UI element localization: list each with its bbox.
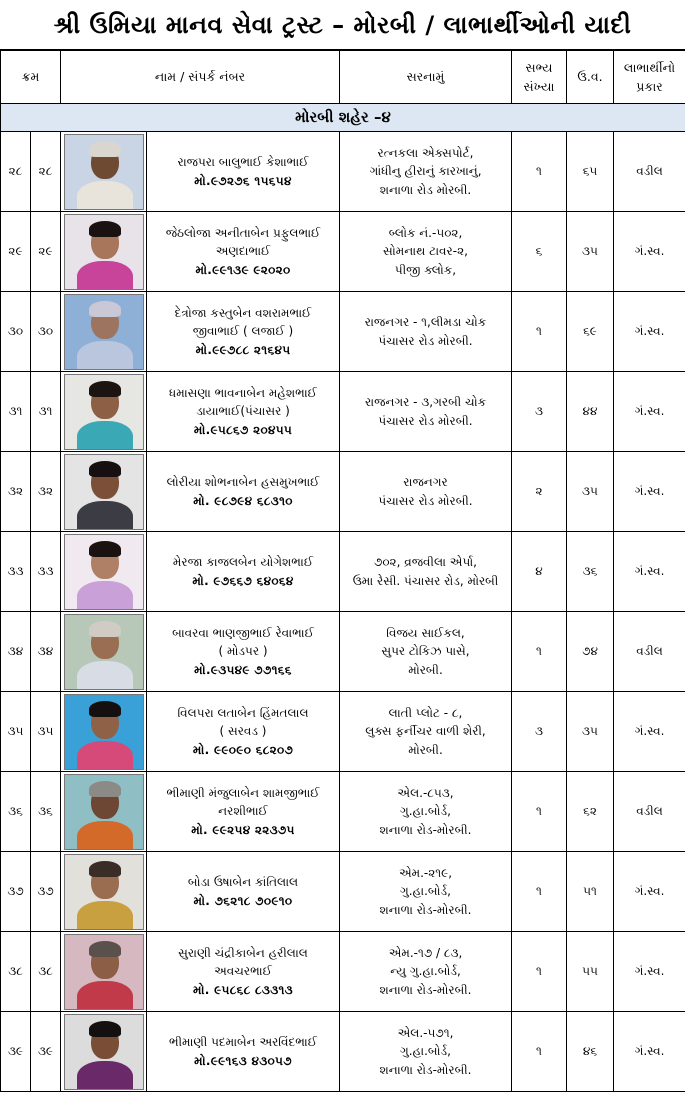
member-count	[512, 532, 567, 612]
header-address: સરનામું	[340, 51, 512, 104]
address-line: બ્લોક નં.-૫૦૨,	[388, 225, 463, 240]
beneficiary-name-line: અવચરભાઈ	[214, 964, 272, 979]
table-row	[1, 532, 685, 612]
beneficiary-type	[614, 1012, 685, 1092]
table-row	[1, 292, 685, 372]
address-line: પીજી ક્લોક,	[394, 262, 457, 277]
age-value: ૩૫	[582, 244, 598, 259]
address-line: લુક્સ ફર્નીચર વાળી શેરી,	[365, 724, 486, 739]
beneficiary-name-line: ( મોડપર )	[218, 644, 268, 659]
photo-cell	[61, 932, 147, 1012]
serial-number	[1, 372, 31, 452]
phone-number: મો. ૯૫૮૬૮ ૮૩૩૧૩	[193, 982, 293, 997]
serial-number	[1, 132, 31, 212]
photo-hair	[89, 221, 121, 237]
name-contact-cell	[147, 132, 340, 212]
age-value: ૩૫	[582, 484, 598, 499]
serial-number	[1, 532, 31, 612]
address-line: ન્યુ ગુ.હા.બોર્ડ,	[390, 964, 461, 979]
age	[567, 612, 614, 692]
photo-hair	[89, 781, 121, 797]
members-value: ૧	[536, 324, 542, 339]
address-line: લાતી પ્લોટ - ૮,	[388, 705, 463, 720]
no2-value: ૩૨	[37, 484, 54, 499]
no2-value: ૩૦	[37, 324, 54, 339]
beneficiary-type	[614, 692, 685, 772]
members-value: ૧	[536, 964, 542, 979]
beneficiary-table	[0, 50, 685, 1092]
beneficiary-name-line: ભીમાણી મંજુલાબેન શામજીભાઈ	[166, 785, 320, 800]
member-count	[512, 132, 567, 212]
phone-number: મો. ૯૯૦૯૦ ૬૮૨૦૭	[192, 742, 294, 757]
age-value: ૫૫	[582, 964, 598, 979]
age-value: ૬૨	[583, 804, 597, 819]
table-row	[1, 132, 685, 212]
beneficiary-type	[614, 372, 685, 452]
address-cell	[340, 532, 512, 612]
type-value: ગં.સ્વ.	[634, 244, 665, 259]
photo-hair	[89, 301, 121, 317]
address-line: સુપર ટોકિઝ પાસે,	[381, 644, 470, 659]
table-row	[1, 372, 685, 452]
photo-clothing	[77, 901, 133, 930]
members-value: ૩	[535, 404, 543, 419]
table-row	[1, 772, 685, 852]
members-value: ૨	[535, 484, 543, 499]
type-value: ગં.સ્વ.	[634, 724, 665, 739]
no1-value: ૩૯	[7, 1044, 24, 1059]
type-value: વડીલ	[636, 804, 663, 819]
serial-number-secondary	[31, 612, 61, 692]
address-line: ગુ.હા.બોર્ડ,	[400, 804, 451, 819]
table-row	[1, 612, 685, 692]
address-cell	[340, 772, 512, 852]
beneficiary-name-line: અણદાભાઈ	[215, 244, 271, 259]
beneficiary-photo	[64, 454, 144, 530]
address-cell	[340, 212, 512, 292]
address-line: એમ.-૨૧૯,	[398, 865, 453, 880]
no1-value: ૨૯	[8, 244, 23, 259]
member-count	[512, 852, 567, 932]
beneficiary-type	[614, 452, 685, 532]
beneficiary-photo	[64, 694, 144, 770]
address-cell	[340, 852, 512, 932]
phone-number: મો. ૯૮૭૯૪ ૬૮૩૧૦	[193, 493, 293, 508]
table-row	[1, 852, 685, 932]
name-contact-cell	[147, 452, 340, 532]
age	[567, 132, 614, 212]
age	[567, 212, 614, 292]
type-value: ગં.સ્વ.	[634, 324, 665, 339]
member-count	[512, 1012, 567, 1092]
no1-value: ૩૭	[7, 884, 24, 899]
no1-value: ૨૮	[8, 164, 23, 179]
beneficiary-name-line: જીવાભાઈ ( લજાઈ )	[192, 324, 294, 339]
serial-number-secondary	[31, 532, 61, 612]
address-line: ઉમા રેસી. પંચાસર રોડ, મોરબી	[352, 573, 499, 588]
page-title: શ્રી ઉમિયા માનવ સેવા ટ્રસ્ટ – મોરબી / લાભાર્થીઓની યાદી	[0, 0, 685, 50]
no1-value: ૩૮	[8, 964, 23, 979]
beneficiary-name-line: વિલપરા લતાબેન હિંમતલાલ	[177, 705, 309, 720]
address-line: વિજય સાઈકલ,	[386, 625, 465, 640]
no1-value: ૩૫	[7, 724, 24, 739]
no2-value: ૩૧	[38, 404, 53, 419]
address-cell	[340, 932, 512, 1012]
photo-clothing	[77, 261, 133, 290]
address-cell	[340, 292, 512, 372]
beneficiary-name-line: નરશીભાઈ	[218, 804, 268, 819]
serial-number-secondary	[31, 132, 61, 212]
phone-number: મો.૯૯૧૩૯ ૯૨૦૨૦	[195, 262, 291, 277]
age-value: ૭૪	[582, 644, 598, 659]
phone-number: મો.૯૭૨૭૬ ૧૫૬૫૪	[194, 173, 292, 188]
type-value: વડીલ	[636, 644, 663, 659]
beneficiary-name-line: ( સરવડ )	[219, 724, 267, 739]
address-line: ૭૦૨, વ્રજવીલા એર્પા,	[373, 554, 477, 569]
beneficiary-type	[614, 212, 685, 292]
beneficiary-type	[614, 532, 685, 612]
address-cell	[340, 692, 512, 772]
members-value: ૧	[536, 644, 542, 659]
beneficiary-type	[614, 932, 685, 1012]
address-line: રાજનગર - ૩,ગરબી ચોક	[364, 394, 487, 409]
address-line: એલ.-૮૫૩,	[397, 785, 454, 800]
no1-value: ૩૦	[7, 324, 24, 339]
members-value: ૬	[535, 244, 543, 259]
beneficiary-type	[614, 852, 685, 932]
table-row	[1, 1012, 685, 1092]
type-value: ગં.સ્વ.	[634, 1044, 665, 1059]
beneficiary-photo	[64, 534, 144, 610]
table-row	[1, 932, 685, 1012]
serial-number	[1, 452, 31, 532]
age-value: ૬૫	[582, 164, 598, 179]
beneficiary-name-line: ધમાસણા ભાવનાબેન મહેશભાઈ	[169, 385, 317, 400]
photo-cell	[61, 1012, 147, 1092]
type-value: ગં.સ્વ.	[634, 564, 665, 579]
address-cell	[340, 372, 512, 452]
address-line: રત્નકલા એક્સપોર્ટ,	[377, 145, 474, 160]
photo-clothing	[77, 341, 133, 370]
serial-number-secondary	[31, 852, 61, 932]
name-contact-cell	[147, 1012, 340, 1092]
address-line: પંચાસર રોડ મોરબી.	[378, 493, 473, 508]
address-line: એમ.-૧૭ / ૮૩,	[388, 945, 463, 960]
age	[567, 292, 614, 372]
address-line: ગાંધીનુ હીરાનું કારખાનું,	[369, 164, 482, 179]
photo-clothing	[77, 581, 133, 610]
age	[567, 772, 614, 852]
photo-cell	[61, 532, 147, 612]
no2-value: ૩૩	[37, 564, 54, 579]
beneficiary-type	[614, 612, 685, 692]
age-value: ૪૪	[582, 404, 598, 419]
photo-clothing	[77, 661, 133, 690]
address-line: પંચાસર રોડ મોરબી.	[378, 333, 473, 348]
photo-clothing	[77, 181, 133, 210]
name-contact-cell	[147, 692, 340, 772]
photo-hair	[89, 1021, 121, 1037]
beneficiary-name-line: ડાયાભાઈ(પંચાસર )	[196, 404, 290, 419]
type-value: વડીલ	[636, 164, 663, 179]
age	[567, 692, 614, 772]
member-count	[512, 452, 567, 532]
serial-number	[1, 932, 31, 1012]
photo-cell	[61, 772, 147, 852]
photo-clothing	[77, 421, 133, 450]
photo-cell	[61, 132, 147, 212]
photo-hair	[89, 701, 121, 717]
type-value: ગં.સ્વ.	[634, 884, 665, 899]
photo-cell	[61, 452, 147, 532]
photo-hair	[89, 941, 121, 957]
address-cell	[340, 1012, 512, 1092]
name-contact-cell	[147, 612, 340, 692]
photo-hair	[89, 541, 121, 557]
section-row	[1, 104, 685, 132]
name-contact-cell	[147, 852, 340, 932]
photo-cell	[61, 292, 147, 372]
photo-clothing	[77, 821, 133, 850]
beneficiary-name-line: જેઠલોજા અનીતાબેન પ્રફુલભાઈ	[165, 225, 321, 240]
address-cell	[340, 132, 512, 212]
photo-clothing	[77, 741, 133, 770]
members-value: ૧	[536, 164, 542, 179]
name-contact-cell	[147, 772, 340, 852]
no2-value: ૩૪	[37, 644, 54, 659]
phone-number: મો. ૯૭૬૬૭ ૬૪૦૬૪	[192, 573, 294, 588]
beneficiary-name-line: બાવરવા ભાણજીભાઈ રેવાભાઈ	[172, 625, 314, 640]
photo-hair	[89, 461, 121, 477]
serial-number-secondary	[31, 1012, 61, 1092]
beneficiary-name-line: ભીમાણી પદમાબેન અરવિંદભાઈ	[168, 1034, 318, 1049]
member-count	[512, 932, 567, 1012]
photo-hair	[89, 381, 121, 397]
serial-number-secondary	[31, 772, 61, 852]
serial-number-secondary	[31, 372, 61, 452]
member-count	[512, 292, 567, 372]
serial-number	[1, 292, 31, 372]
address-cell	[340, 612, 512, 692]
photo-hair	[89, 621, 121, 637]
member-count	[512, 372, 567, 452]
address-line: શનાળા રોડ-મોરબી.	[379, 1062, 472, 1077]
section-title: મોરબી શહેર –૪	[1, 104, 685, 132]
no1-value: ૩૩	[7, 564, 24, 579]
serial-number	[1, 692, 31, 772]
serial-number-secondary	[31, 932, 61, 1012]
type-value: ગં.સ્વ.	[634, 964, 665, 979]
address-line: મોરબી.	[408, 742, 443, 757]
address-line: ગુ.હા.બોર્ડ,	[400, 1044, 451, 1059]
beneficiary-photo	[64, 854, 144, 930]
name-contact-cell	[147, 212, 340, 292]
header-type: લાભાર્થીનો પ્રકાર	[614, 51, 685, 104]
phone-number: મો. ૯૯૨૫૪ ૨૨૩૭૫	[191, 822, 295, 837]
photo-cell	[61, 212, 147, 292]
age	[567, 372, 614, 452]
phone-number: મો.૯૩૫૪૯ ૭૭૧૬૬	[194, 662, 292, 677]
address-line: રાજનગર	[403, 474, 448, 489]
beneficiary-name-line: દેત્રોજા કસ્તુબેન વશરામભાઈ	[174, 305, 312, 320]
address-line: શનાળા રોડ-મોરબી.	[379, 902, 472, 917]
beneficiary-name-line: રાજપરા બાલુભાઈ કેશાભાઈ	[177, 154, 309, 169]
no1-value: ૩૧	[8, 404, 23, 419]
serial-number-secondary	[31, 692, 61, 772]
name-contact-cell	[147, 532, 340, 612]
member-count	[512, 692, 567, 772]
beneficiary-type	[614, 292, 685, 372]
address-line: સોમનાથ ટાવર-૨,	[383, 244, 468, 259]
beneficiary-photo	[64, 774, 144, 850]
photo-clothing	[77, 981, 133, 1010]
age-value: ૬૯	[583, 324, 597, 339]
age	[567, 452, 614, 532]
beneficiary-photo	[64, 1014, 144, 1090]
address-line: રાજનગર - ૧,લીમડા ચોક	[364, 314, 487, 329]
beneficiary-photo	[64, 934, 144, 1010]
address-cell	[340, 452, 512, 532]
phone-number: મો. ૭૬૨૧૮ ૭૦૯૧૦	[193, 893, 293, 908]
members-value: ૧	[536, 804, 542, 819]
member-count	[512, 612, 567, 692]
header-age: ઉ.વ.	[567, 51, 614, 104]
no2-value: ૩૮	[38, 964, 53, 979]
serial-number	[1, 212, 31, 292]
phone-number: મો.૯૯૧૬૩ ૪૩૦૫૭	[194, 1053, 292, 1068]
member-count	[512, 212, 567, 292]
members-value: ૪	[535, 564, 543, 579]
beneficiary-photo	[64, 134, 144, 210]
no2-value: ૩૯	[37, 1044, 54, 1059]
serial-number	[1, 1012, 31, 1092]
age-value: ૩૫	[582, 724, 598, 739]
table-row	[1, 452, 685, 532]
age-value: ૩૬	[582, 564, 598, 579]
no1-value: ૩૨	[7, 484, 24, 499]
address-line: એલ.-૫૭૧,	[397, 1025, 454, 1040]
beneficiary-name-line: મેરજા કાજલબેન યોગેશભાઈ	[172, 554, 314, 569]
serial-number	[1, 852, 31, 932]
photo-cell	[61, 692, 147, 772]
member-count	[512, 772, 567, 852]
name-contact-cell	[147, 372, 340, 452]
no1-value: ૩૬	[8, 804, 23, 819]
serial-number-secondary	[31, 452, 61, 532]
header-serial: ક્રમ	[1, 51, 61, 104]
header-name: નામ / સંપર્ક નંબર	[61, 51, 340, 104]
no2-value: ૨૮	[38, 164, 53, 179]
photo-hair	[89, 141, 121, 157]
beneficiary-type	[614, 132, 685, 212]
header-members: સભ્ય સંખ્યા	[512, 51, 567, 104]
beneficiary-type	[614, 772, 685, 852]
members-value: ૩	[535, 724, 543, 739]
age	[567, 532, 614, 612]
age	[567, 932, 614, 1012]
serial-number	[1, 612, 31, 692]
address-line: શનાળા રોડ-મોરબી.	[379, 982, 472, 997]
photo-cell	[61, 372, 147, 452]
table-row	[1, 212, 685, 292]
serial-number-secondary	[31, 292, 61, 372]
address-line: મોરબી.	[408, 662, 443, 677]
age	[567, 1012, 614, 1092]
address-line: શનાળા રોડ મોરબી.	[379, 182, 472, 197]
serial-number-secondary	[31, 212, 61, 292]
serial-number	[1, 772, 31, 852]
no1-value: ૩૪	[7, 644, 24, 659]
beneficiary-photo	[64, 214, 144, 290]
beneficiary-name-line: સુરાણી ચંદ્રીકાબેન હરીલાલ	[178, 945, 308, 960]
beneficiary-photo	[64, 294, 144, 370]
beneficiary-name-line: બોડા ઉષાબેન કાંતિલાલ	[187, 874, 299, 889]
age-value: ૫૧	[583, 884, 597, 899]
header-row	[1, 51, 685, 104]
phone-number: મો.૯૫૮૬૭ ૨૦૪૫૫	[193, 422, 293, 437]
beneficiary-photo	[64, 374, 144, 450]
name-contact-cell	[147, 292, 340, 372]
beneficiary-photo	[64, 614, 144, 690]
members-value: ૧	[536, 1044, 542, 1059]
no2-value: ૩૭	[37, 884, 54, 899]
no2-value: ૨૯	[38, 244, 53, 259]
address-line: ગુ.હા.બોર્ડ,	[400, 884, 451, 899]
address-line: શનાળા રોડ-મોરબી.	[379, 822, 472, 837]
no2-value: ૩૬	[38, 804, 53, 819]
name-contact-cell	[147, 932, 340, 1012]
type-value: ગં.સ્વ.	[634, 484, 665, 499]
photo-hair	[89, 861, 121, 877]
photo-cell	[61, 612, 147, 692]
photo-cell	[61, 852, 147, 932]
age	[567, 852, 614, 932]
no2-value: ૩૫	[37, 724, 54, 739]
age-value: ૪૬	[582, 1044, 598, 1059]
beneficiary-name-line: લોરીયા શોભનાબેન હસમુખભાઈ	[166, 474, 320, 489]
photo-clothing	[77, 1061, 133, 1090]
address-line: પંચાસર રોડ મોરબી.	[378, 413, 473, 428]
photo-clothing	[77, 501, 133, 530]
members-value: ૧	[536, 884, 542, 899]
type-value: ગં.સ્વ.	[634, 404, 665, 419]
table-row	[1, 692, 685, 772]
phone-number: મો.૯૯૭૮૮ ૨૧૬૪૫	[195, 342, 291, 357]
